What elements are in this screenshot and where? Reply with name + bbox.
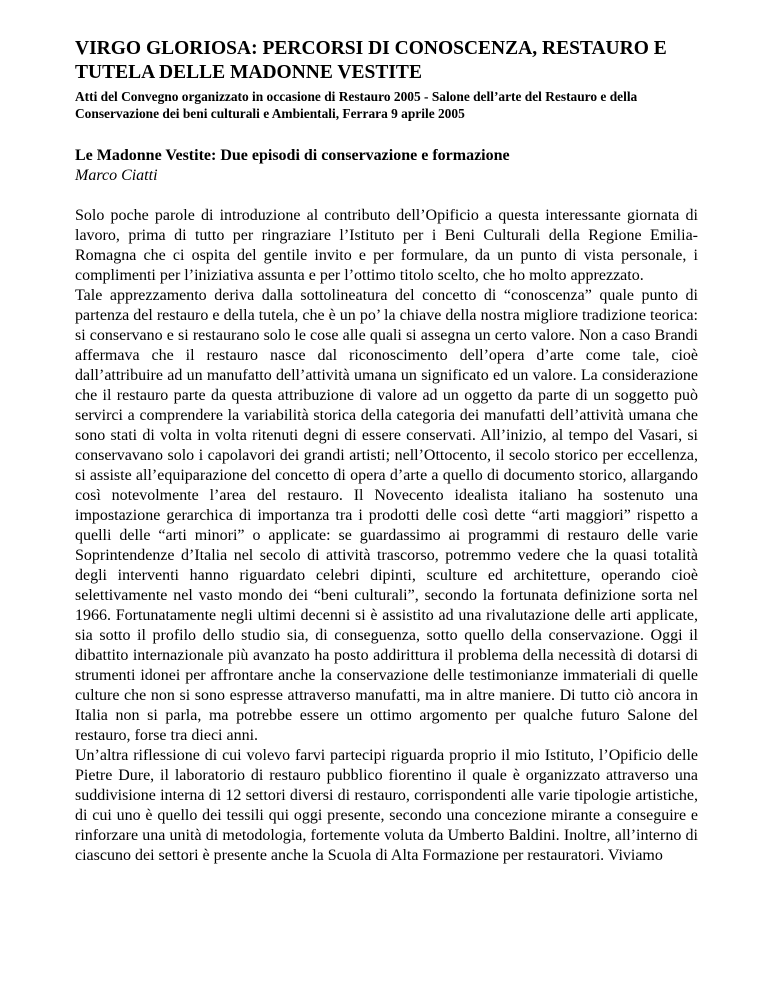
author-name: Marco Ciatti [75, 167, 158, 184]
main-title: VIRGO GLORIOSA: PERCORSI DI CONOSCENZA, RESTAURO E TUTELA DELLE MADONNE VESTITE [75, 38, 667, 83]
paragraph: Solo poche parole di introduzione al contributo dell’Opificio a questa interessante giornata di lavoro, prima di tutto per ringraziare l’Istituto per i Beni Culturali della Regione Emilia-Romagna che ci ospita del gentile invito e per formulare, da un punto di vista personale, i complimenti per l’iniziativa assunta e per l’ottimo titolo scelto, che ho molto apprezzato. [75, 207, 698, 284]
subtitle: Atti del Convegno organizzato in occasione di Restauro 2005 - Salone dell’arte del Restauro e della Conservazione dei beni culturali e Ambientali, Ferrara 9 aprile 2005 [75, 89, 638, 121]
paragraph: Un’altra riflessione di cui volevo farvi partecipi riguarda proprio il mio Istituto, l’Opificio delle Pietre Dure, il laboratorio di restauro pubblico fiorentino il quale è organizzato attraverso una suddivisione interna di 12 settori diversi di restauro, corrispondenti alle varie tipologie artistiche, di cui uno è quello dei tessili qui oggi presente, secondo una concezione mirante a conseguire e rinforzare una unità di metodologia, fortemente voluta da Umberto Baldini. Inoltre, all’interno di ciascuno dei settori è presente anche la Scuola di Alta Formazione per restauratori. Viviamo [75, 747, 698, 864]
article-body [75, 206, 698, 866]
document-page [75, 37, 698, 866]
article-title: Le Madonne Vestite: Due episodi di conservazione e formazione [75, 147, 510, 164]
paragraph: Tale apprezzamento deriva dalla sottolineatura del concetto di “conoscenza” quale punto di partenza del restauro e della tutela, che è un po’ la chiave della nostra migliore tradizione teorica: si conservano e si restaurano solo le cose alle quali si assegna un certo valore. Non a caso Brandi affermava che il restauro nasce dal riconoscimento dell’opera d’arte come tale, cioè dall’attribuire ad un manufatto dell’attività umana un significato ed un valore. La considerazione che il restauro parte da questa attribuzione di valore ad un oggetto da parte di un soggetto può servirci a comprendere la variabilità storica della categoria dei manufatti dell’attività umana che sono stati di volta in volta ritenuti degni di essere conservati. All’inizio, al tempo del Vasari, si conservavano solo i capolavori dei grandi artisti; nell’Ottocento, il secolo storico per eccellenza, si assiste all’equiparazione del concetto di opera d’arte a quello di documento storico, allargando così notevolmente l’area del restauro. Il Novecento idealista italiano ha sostenuto una impostazione gerarchica di importanza tra i prodotti delle così dette “arti maggiori” rispetto a quelli delle “arti minori” o applicate: se guardassimo ai programmi di restauro delle varie Soprintendenze d’Italia nel secolo di attività trascorso, potremmo vedere che la quasi totalità degli interventi hanno riguardato celebri dipinti, sculture ed architetture, operando cioè selettivamente nel vasto mondo dei “beni culturali”, secondo la fortunata definizione sorta nel 1966. Fortunatamente negli ultimi decenni si è assistito ad una rivalutazione delle arti applicate, sia sotto il profilo dello studio sia, di conseguenza, sotto quello della conservazione. Oggi il dibattito internazionale più avanzato ha posto addirittura il problema della necessità di dotarsi di strumenti idonei per affrontare anche la conservazione delle testimonianze immateriali di quelle culture che non si sono espresse attraverso manufatti, ma in altre maniere. Di tutto ciò ancora in Italia non si parla, ma potrebbe essere un ottimo argomento per qualche futuro Salone del restauro, forse tra dieci anni. [75, 287, 698, 744]
